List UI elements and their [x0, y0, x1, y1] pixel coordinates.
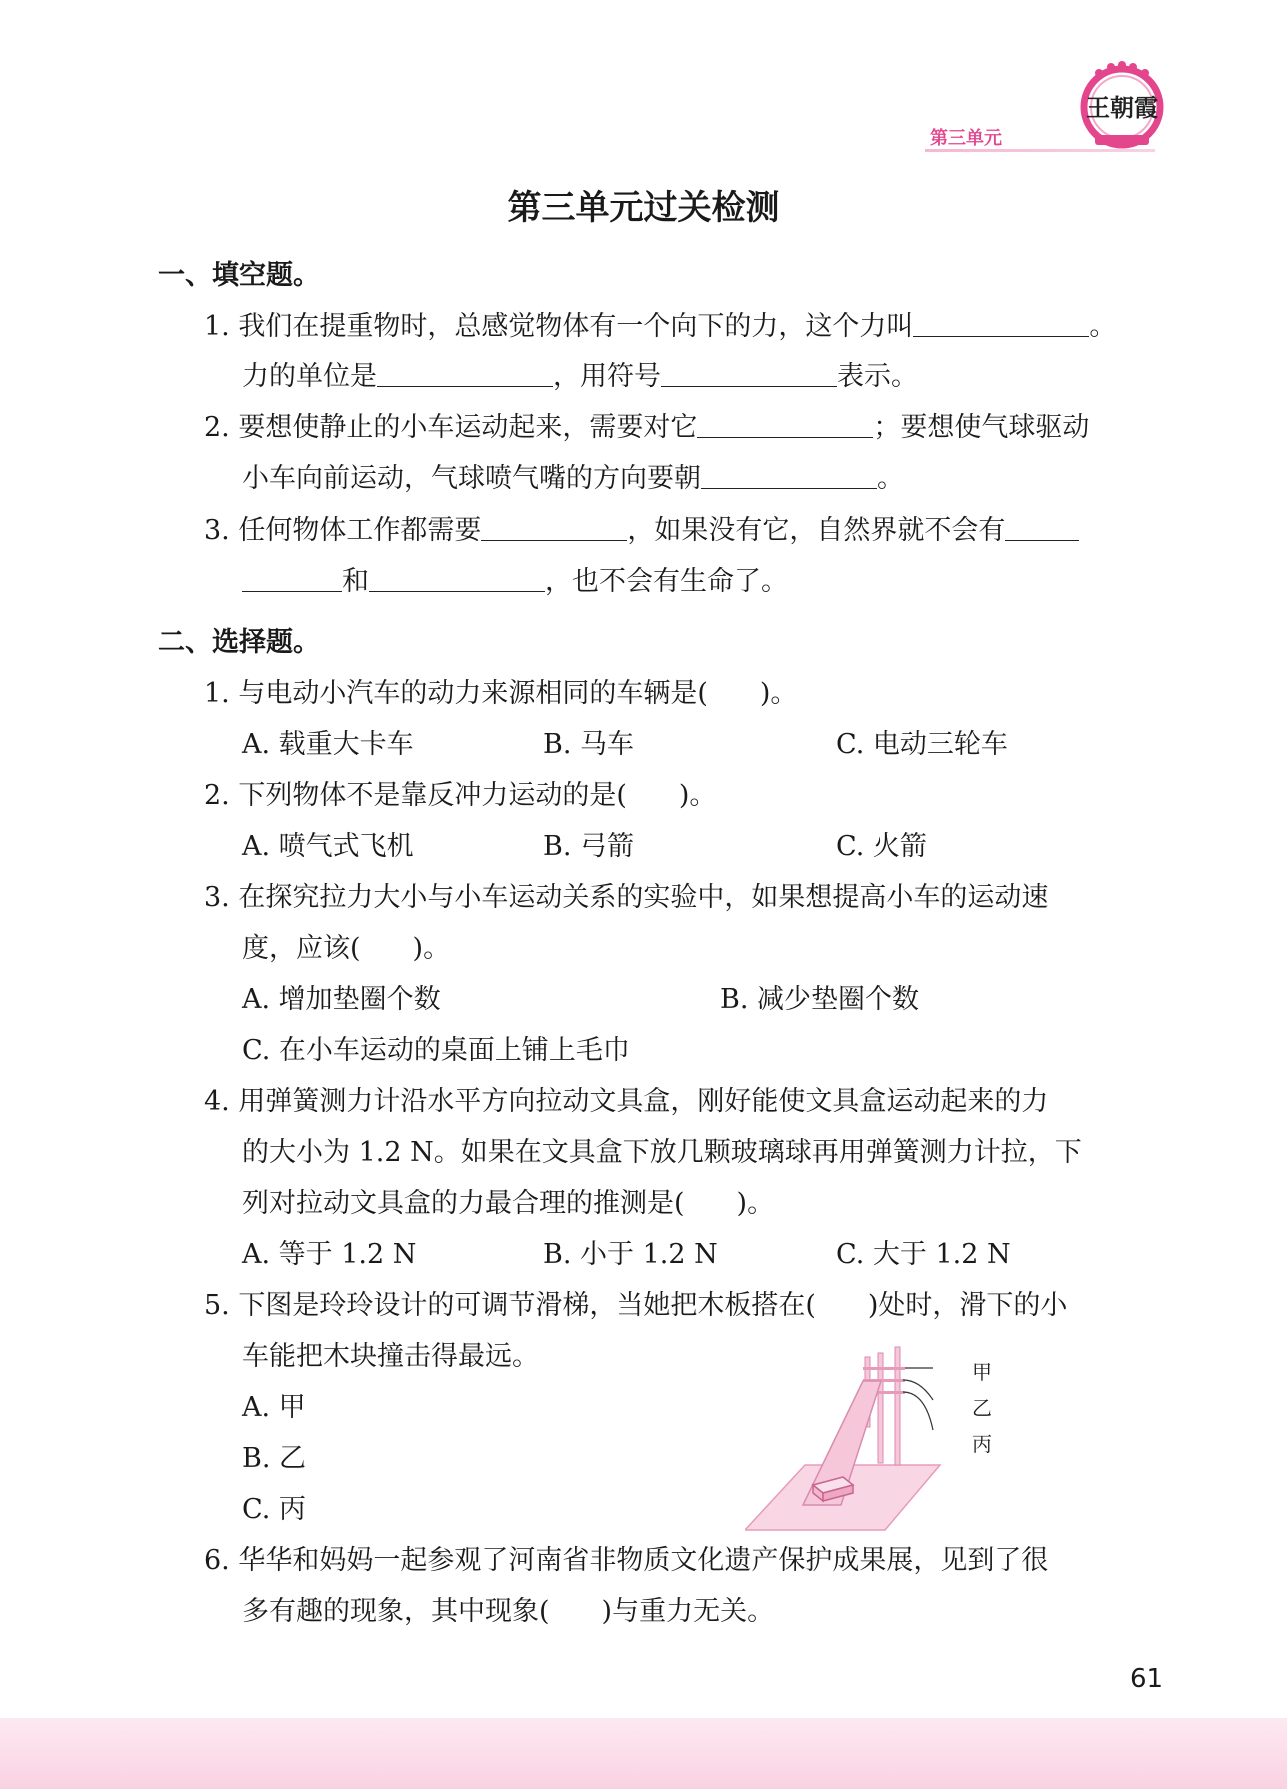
answer-blank[interactable]	[369, 565, 545, 592]
answer-blank[interactable]	[701, 462, 877, 489]
s1-q1-text: 1. 我们在提重物时，总感觉物体有一个向下的力，这个力叫	[204, 311, 914, 342]
answer-blank[interactable]	[697, 411, 873, 438]
s2-q6-text: )与重力无关。	[601, 1596, 775, 1627]
s2-q3-line1: 3. 在探究拉力大小与小车运动关系的实验中，如果想提高小车的运动速	[204, 882, 1049, 913]
answer-blank[interactable]	[481, 514, 627, 541]
s2-q2-option-a[interactable]: A. 喷气式飞机	[242, 831, 414, 862]
s2-q2-text: )。	[678, 780, 717, 811]
answer-blank[interactable]	[1005, 514, 1079, 541]
unit-tab-rule	[925, 149, 1155, 152]
bottom-band	[0, 1718, 1287, 1789]
s2-q5-line1	[204, 1286, 1067, 1326]
s2-q4-option-b[interactable]: B. 小于 1.2 N	[543, 1239, 718, 1270]
s2-q1-option-b[interactable]: B. 马车	[543, 729, 635, 760]
slide-figure	[745, 1345, 1005, 1535]
s1-q3-text: 和	[342, 566, 369, 597]
figure-label-jia: 甲	[972, 1360, 992, 1384]
s2-q4-line3	[242, 1184, 774, 1224]
s2-q3-line2	[242, 929, 450, 969]
s2-q2-option-b[interactable]: B. 弓箭	[543, 831, 635, 862]
s2-q3-option-b[interactable]: B. 减少垫圈个数	[720, 984, 920, 1015]
s2-q3-option-c[interactable]: C. 在小车运动的桌面上铺上毛巾	[242, 1035, 630, 1066]
s2-q1-text: )。	[759, 678, 798, 709]
s1-q1-text: 表示。	[837, 361, 918, 392]
s2-q5-option-a[interactable]: A. 甲	[242, 1392, 306, 1423]
s1-q2-line2	[242, 459, 904, 499]
answer-blank[interactable]	[661, 360, 837, 387]
s2-q5-text: )处时，滑下的小	[867, 1290, 1068, 1321]
s2-q1-option-a[interactable]: A. 载重大卡车	[242, 729, 414, 760]
s1-q2-end: 。	[877, 463, 904, 494]
s2-q4-option-a[interactable]: A. 等于 1.2 N	[242, 1239, 417, 1270]
section-choice-heading: 二、选择题。	[158, 627, 320, 658]
answer-blank[interactable]	[913, 310, 1089, 337]
s2-q6-text: 多有趣的现象，其中现象(	[242, 1596, 550, 1627]
s2-q1-option-c[interactable]: C. 电动三轮车	[836, 729, 1008, 760]
s2-q3-option-a[interactable]: A. 增加垫圈个数	[242, 984, 441, 1015]
s1-q2-text: 小车向前运动，气球喷气嘴的方向要朝	[242, 463, 701, 494]
answer-blank[interactable]	[377, 360, 553, 387]
s2-q3-text: 度，应该(	[242, 933, 361, 964]
s2-q4-line1: 4. 用弹簧测力计沿水平方向拉动文具盒，刚好能使文具盒运动起来的力	[204, 1086, 1049, 1117]
s2-q2-text: 2. 下列物体不是靠反冲力运动的是(	[204, 780, 627, 811]
s2-q4-text: )。	[736, 1188, 775, 1219]
s2-q6-line1: 6. 华华和妈妈一起参观了河南省非物质文化遗产保护成果展，见到了很	[204, 1545, 1049, 1576]
s1-q3-line1	[204, 511, 1079, 551]
s1-q1-line2	[242, 357, 918, 397]
s2-q2-stem	[204, 776, 716, 816]
figure-label-yi: 乙	[972, 1396, 992, 1420]
s2-q1-stem	[204, 674, 797, 714]
s2-q5-text: 5. 下图是玲玲设计的可调节滑梯，当她把木板搭在(	[204, 1290, 816, 1321]
s1-q3-text: ，也不会有生命了。	[545, 566, 788, 597]
s1-q3-text: 3. 任何物体工作都需要	[204, 515, 482, 546]
s2-q4-option-c[interactable]: C. 大于 1.2 N	[836, 1239, 1011, 1270]
s1-q1-text: ，用符号	[553, 361, 661, 392]
s1-q2-text: ；要想使气球驱动	[873, 412, 1090, 443]
s2-q6-line2	[242, 1592, 774, 1632]
page-number: 61	[1130, 1664, 1164, 1694]
s2-q5-option-b[interactable]: B. 乙	[242, 1443, 307, 1474]
logo-text: 王朝霞	[1086, 93, 1158, 122]
answer-blank[interactable]	[242, 565, 342, 592]
page-title: 第三单元过关检测	[507, 188, 780, 228]
s1-q1-text: 力的单位是	[242, 361, 377, 392]
s1-q3-line2	[242, 562, 788, 602]
s2-q3-text: )。	[412, 933, 451, 964]
s2-q1-text: 1. 与电动小汽车的动力来源相同的车辆是(	[204, 678, 708, 709]
figure-label-bing: 丙	[972, 1432, 992, 1456]
section-fill-blank-heading: 一、填空题。	[158, 260, 320, 291]
s1-q3-text: ，如果没有它，自然界就不会有	[627, 515, 1006, 546]
unit-tab: 第三单元	[930, 128, 1002, 149]
s1-q1-end: 。	[1089, 311, 1117, 342]
s1-q2-line1	[204, 408, 1089, 448]
s2-q5-option-c[interactable]: C. 丙	[242, 1494, 306, 1525]
s2-q4-text: 列对拉动文具盒的力最合理的推测是(	[242, 1188, 685, 1219]
s2-q2-option-c[interactable]: C. 火箭	[836, 831, 927, 862]
s2-q4-line2: 的大小为 1.2 N。如果在文具盒下放几颗玻璃球再用弹簧测力计拉，下	[242, 1137, 1082, 1168]
s1-q2-text: 2. 要想使静止的小车运动起来，需要对它	[204, 412, 698, 443]
s2-q5-line2: 车能把木块撞击得最远。	[242, 1341, 539, 1372]
s1-q1-line1	[204, 307, 1116, 347]
